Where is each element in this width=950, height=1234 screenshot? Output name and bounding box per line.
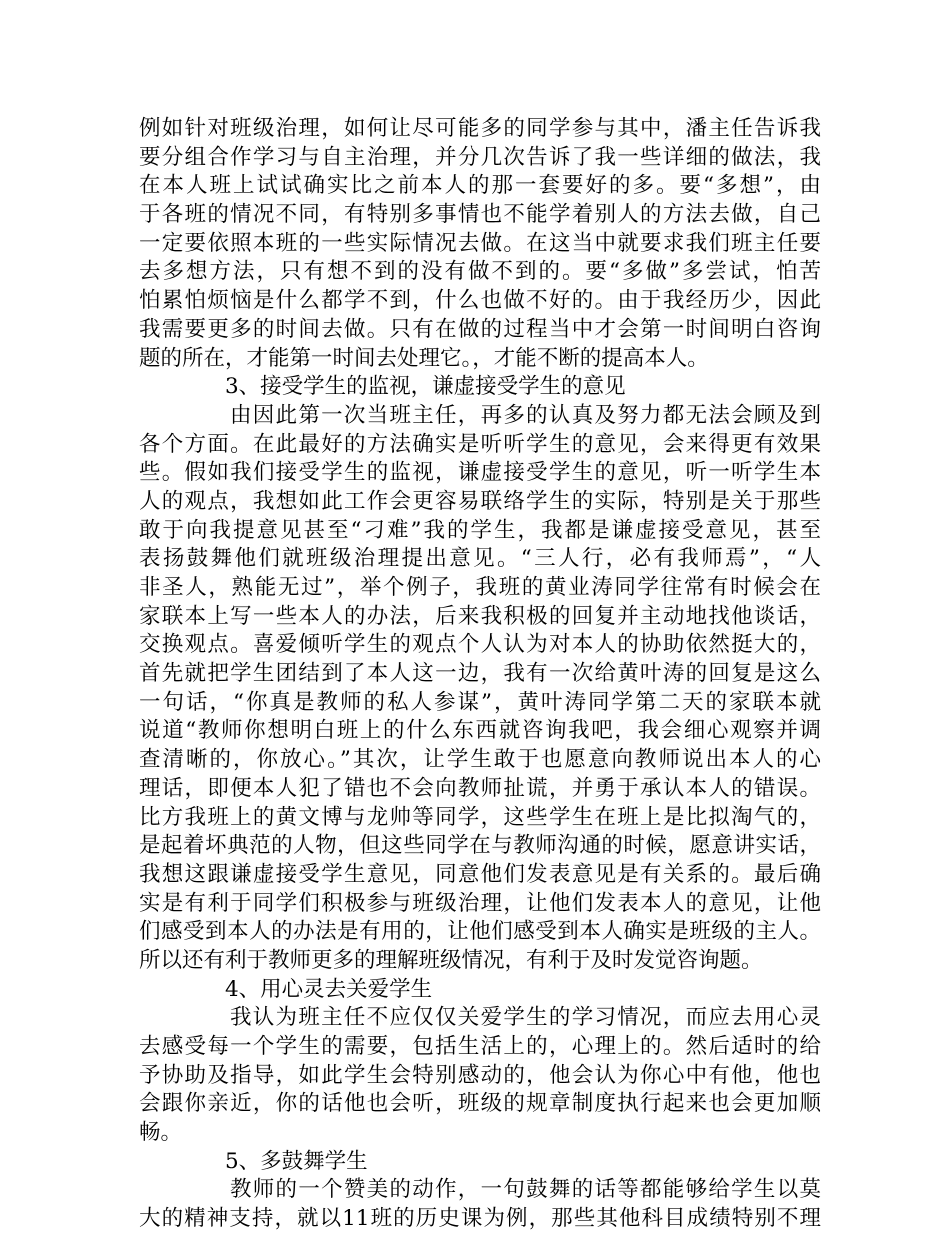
text-line: 人的观点，我想如此工作会更容易联络学生的实际，特别是关于那些 bbox=[139, 488, 821, 514]
text-line: 大的精神支持，就以11班的历史课为例，那些其他科目成绩特别不理 bbox=[139, 1206, 821, 1232]
text-line: 家联本上写一些本人的办法，后来我积极的回复并主动地找他谈话， bbox=[139, 603, 821, 629]
text-line: 一句话，“你真是教师的私人参谋”，黄叶涛同学第二天的家联本就 bbox=[139, 689, 821, 715]
section-heading: 5、多鼓舞学生 bbox=[225, 1148, 368, 1174]
text-line: 实是有利于同学们积极参与班级治理，让他们发表本人的意见，让他 bbox=[139, 890, 821, 916]
document-page bbox=[139, 115, 821, 1234]
text-line: 所以还有利于教师更多的理解班级情况，有利于及时发觉咨询题。 bbox=[139, 947, 763, 973]
text-line: 予协助及指导，如此学生会特别感动的，他会认为你心中有他，他也 bbox=[139, 1062, 821, 1088]
text-line: 会跟你亲近，你的话他也会听，班级的规章制度执行起来也会更加顺 bbox=[139, 1091, 821, 1117]
text-line: 要分组合作学习与自主治理，并分几次告诉了我一些详细的做法，我 bbox=[139, 144, 821, 170]
text-line: 理话，即便本人犯了错也不会向教师扯谎，并勇于承认本人的错误。 bbox=[139, 775, 821, 801]
text-line: 些。假如我们接受学生的监视，谦虚接受学生的意见，听一听学生本 bbox=[139, 460, 821, 486]
text-line: 表扬鼓舞他们就班级治理提出意见。“三人行，必有我师焉”，“人 bbox=[139, 546, 821, 572]
text-line: 说道“教师你想明白班上的什么东西就咨询我吧，我会细心观察并调 bbox=[139, 718, 821, 744]
text-line: 去多想方法，只有想不到的没有做不到的。要“多做”多尝试，怕苦 bbox=[139, 259, 821, 285]
text-line: 畅。 bbox=[139, 1120, 183, 1146]
text-line: 们感受到本人的办法是有用的，让他们感受到本人确实是班级的主人。 bbox=[139, 919, 821, 945]
text-line: 查清晰的，你放心。”其次，让学生敢于也愿意向教师说出本人的心 bbox=[139, 747, 821, 773]
text-line: 在本人班上试试确实比之前本人的那一套要好的多。要“多想”，由 bbox=[139, 173, 821, 199]
text-line: 教师的一个赞美的动作，一句鼓舞的话等都能够给学生以莫 bbox=[230, 1177, 821, 1203]
text-line: 于各班的情况不同，有特别多事情也不能学着别人的方法去做，自己 bbox=[139, 202, 821, 228]
text-line: 一定要依照本班的一些实际情况去做。在这当中就要求我们班主任要 bbox=[139, 230, 821, 256]
text-line: 怕累怕烦恼是什么都学不到，什么也做不好的。由于我经历少，因此 bbox=[139, 288, 821, 314]
text-line: 去感受每一个学生的需要，包括生活上的，心理上的。然后适时的给 bbox=[139, 1034, 821, 1059]
section-heading: 4、用心灵去关爱学生 bbox=[225, 976, 433, 1002]
text-line: 敢于向我提意见甚至“刁难”我的学生，我都是谦虚接受意见，甚至 bbox=[139, 517, 821, 543]
text-line: 非圣人，熟能无过”，举个例子，我班的黄业涛同学往常有时候会在 bbox=[139, 575, 821, 600]
text-line: 比方我班上的黄文博与龙帅等同学，这些学生在班上是比拟淘气的， bbox=[139, 804, 821, 830]
text-line: 由因此第一次当班主任，再多的认真及努力都无法会顾及到 bbox=[230, 402, 821, 428]
text-line: 我需要更多的时间去做。只有在做的过程当中才会第一时间明白咨询 bbox=[139, 316, 821, 342]
text-line: 首先就把学生团结到了本人这一边，我有一次给黄叶涛的回复是这么 bbox=[139, 661, 821, 687]
text-line: 题的所在，才能第一时间去处理它。，才能不断的提高本人。 bbox=[139, 345, 709, 371]
text-line: 交换观点。喜爱倾听学生的观点个人认为对本人的协助依然挺大的， bbox=[139, 632, 821, 658]
text-line: 是起着坏典范的人物，但这些同学在与教师沟通的时候，愿意讲实话， bbox=[139, 833, 821, 859]
text-line: 各个方面。在此最好的方法确实是听听学生的意见，会来得更有效果 bbox=[139, 431, 821, 457]
text-line: 我认为班主任不应仅仅关爱学生的学习情况，而应去用心灵 bbox=[230, 1005, 821, 1031]
section-heading: 3、接受学生的监视，谦虚接受学生的意见 bbox=[225, 374, 626, 400]
text-line: 我想这跟谦虚接受学生意见，同意他们发表意见是有关系的。最后确 bbox=[139, 861, 821, 887]
text-line: 例如针对班级治理，如何让尽可能多的同学参与其中，潘主任告诉我 bbox=[139, 116, 821, 141]
